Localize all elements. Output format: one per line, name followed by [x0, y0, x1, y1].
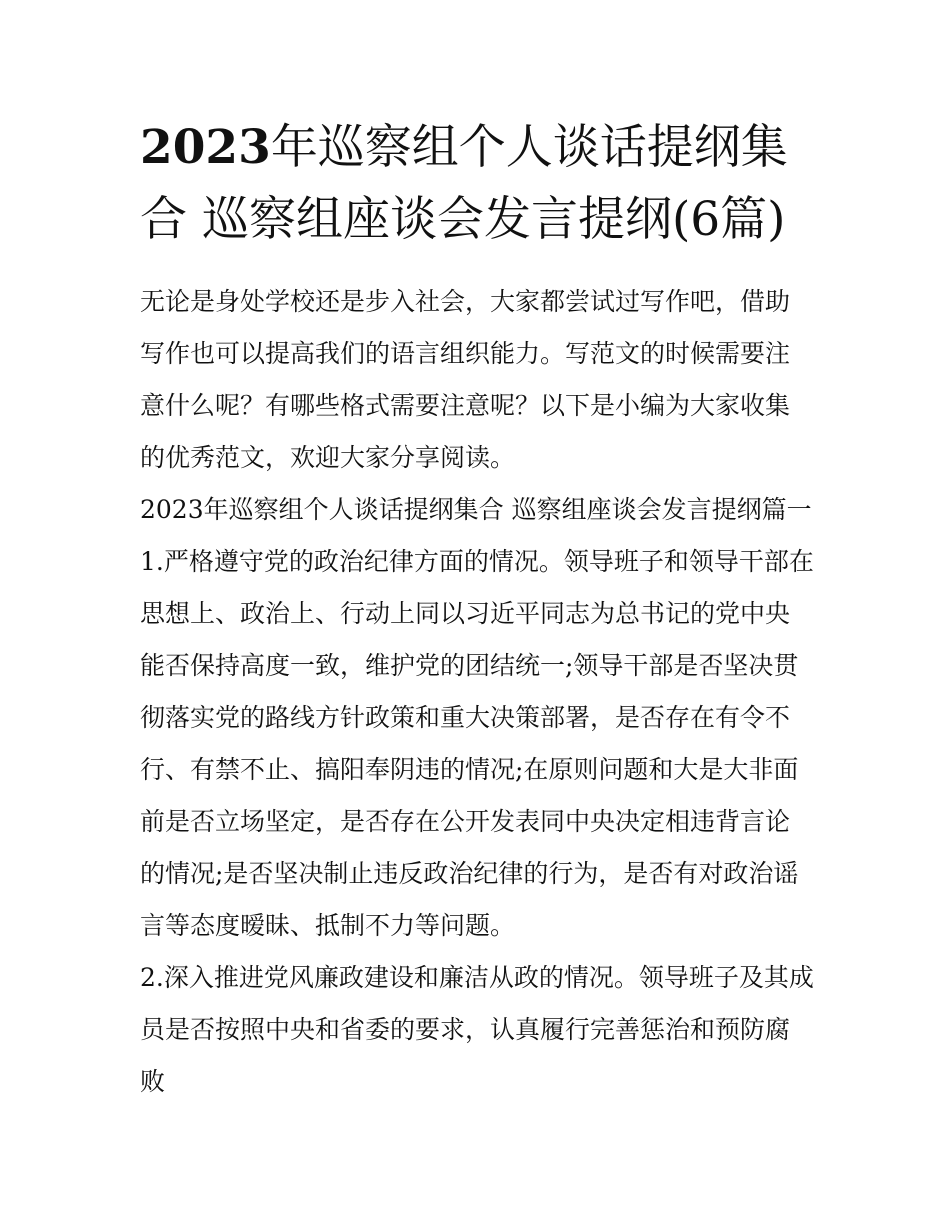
body-paragraph-2: 2.深入推进党风廉政建设和廉洁从政的情况。领导班子及其成员是否按照中央和省委的要求，认真履行完善惩治和预防腐败 [140, 963, 814, 1096]
document-body [140, 276, 814, 1108]
title-year: 2023 [140, 120, 271, 175]
section-heading: 2023年巡察组个人谈话提纲集合 巡察组座谈会发言提纲篇一 [140, 495, 812, 524]
document-title [140, 112, 814, 256]
intro-paragraph: 无论是身处学校还是步入社会，大家都尝试过写作吧，借助写作也可以提高我们的语言组织能力。写范文的时候需要注意什么呢？有哪些格式需要注意呢？以下是小编为大家收集的优秀范文，欢迎大家分享阅读。 [140, 287, 791, 472]
title-text: 年巡察组个人谈话提纲集合 巡察组座谈会发言提纲(6篇) [140, 120, 788, 247]
body-paragraph-1: 1.严格遵守党的政治纪律方面的情况。领导班子和领导干部在思想上、政治上、行动上同以习近平同志为总书记的党中央能否保持高度一致，维护党的团结统一;领导干部是否坚决贯彻落实党的路线方针政策和重大决策部署，是否存在有令不行、有禁不止、搞阳奉阴违的情况;在原则问题和大是大非面前是否立场坚定，是否存在公开发表同中央决定相违背言论的情况;是否坚决制止违反政治纪律的行为，是否有对政治谣言等态度暧昧、抵制不力等问题。 [140, 547, 814, 940]
